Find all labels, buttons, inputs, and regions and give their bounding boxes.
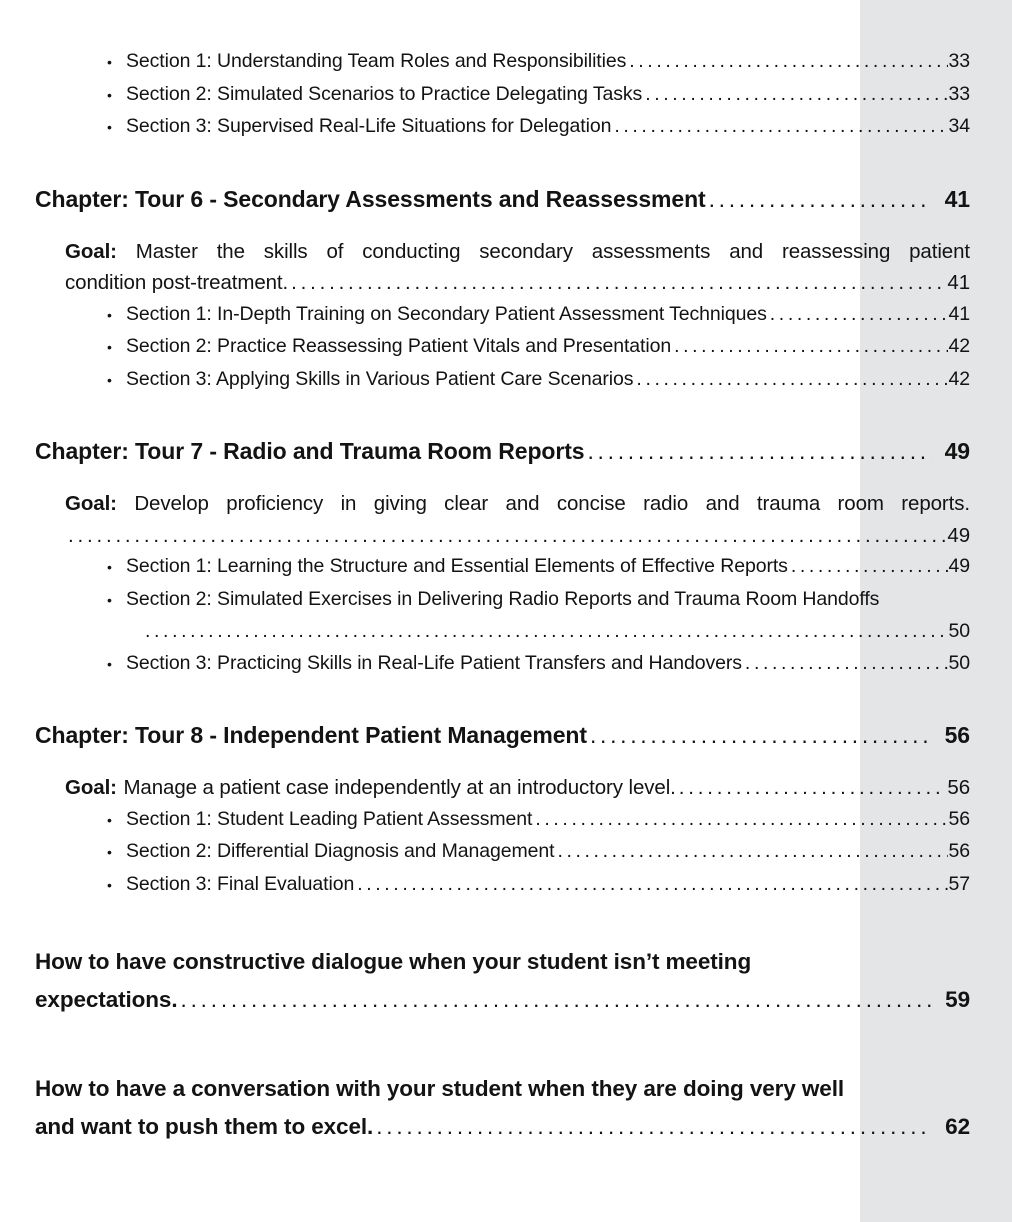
goal-label: Goal: (65, 776, 117, 799)
entry-text: Section 3: Final Evaluation (126, 872, 355, 895)
toc-topic-heading (35, 1070, 970, 1108)
bullet-icon: • (107, 371, 112, 388)
toc-section-entry (35, 584, 970, 617)
entry-text: How to have constructive dialogue when your student isn’t meeting (35, 949, 752, 974)
dot-leader (145, 616, 948, 648)
entry-text: Section 2: Differential Diagnosis and Management (126, 840, 555, 862)
page-number: 62 (945, 1114, 970, 1139)
bullet-icon: • (107, 86, 112, 103)
dot-leader (557, 836, 947, 868)
bullet-icon: • (107, 306, 112, 323)
dot-leader (614, 111, 947, 143)
goal-label: Goal: (65, 492, 117, 515)
entry-text: Section 1: Understanding Team Roles and Responsibilities (126, 50, 627, 72)
entry-text: Chapter: Tour 7 - Radio and Trauma Room Reports (35, 438, 585, 464)
toc-section-continuation (35, 616, 970, 648)
toc-section-entry (35, 364, 970, 397)
entry-text: Section 2: Simulated Scenarios to Practice Delegating Tasks (126, 82, 643, 105)
entry-text: How to have a conversation with your student when they are doing very well (35, 1076, 845, 1101)
bullet-icon: • (107, 339, 112, 355)
toc-section-entry (35, 299, 970, 332)
toc-section-entry (35, 79, 970, 112)
entry-text: Section 1: Learning the Structure and Essential Elements of Effective Reports (126, 555, 788, 577)
toc-section-entry (35, 869, 970, 902)
toc-section-entry (35, 836, 970, 869)
toc-section-entry (35, 648, 970, 681)
page-number: 41 (947, 271, 970, 294)
toc-section-entry (35, 111, 970, 144)
page-number: 41 (948, 302, 970, 325)
page-number: 59 (945, 987, 970, 1012)
page-number: 56 (947, 776, 970, 799)
toc-section-entry (35, 551, 970, 584)
dot-leader (181, 981, 933, 1019)
bullet-icon: • (107, 876, 112, 893)
page-number: 49 (947, 523, 970, 547)
page-number: 33 (948, 82, 970, 105)
toc-goal-entry (35, 772, 970, 804)
dot-leader (357, 869, 947, 901)
entry-text: Section 1: In-Depth Training on Secondary Patient Assessment Techniques (126, 302, 767, 325)
dot-leader (645, 79, 947, 111)
dot-leader (68, 520, 946, 552)
toc-topic-heading-continuation (35, 981, 970, 1019)
toc-goal-entry (35, 236, 970, 268)
entry-text: condition post-treatment. (65, 271, 289, 294)
dot-leader (679, 772, 947, 804)
page-number: 34 (948, 115, 970, 137)
toc-topic-heading (35, 943, 970, 981)
toc-section-entry (35, 331, 970, 364)
dot-leader (376, 1108, 932, 1146)
entry-text: Chapter: Tour 8 - Independent Patient Management (35, 722, 587, 748)
entry-text: Section 2: Practice Reassessing Patient Vitals and Presentation (126, 335, 672, 357)
dot-leader (791, 551, 948, 583)
bullet-icon: • (107, 844, 112, 860)
bullet-icon: • (107, 591, 112, 608)
goal-label: Goal: (65, 239, 117, 263)
dot-leader (636, 364, 947, 396)
toc-section-entry (35, 46, 970, 79)
entry-text: Master the skills of conducting secondary assessments and reassessing patient (135, 239, 970, 263)
toc-goal-entry (35, 488, 970, 520)
entry-text: Section 3: Practicing Skills in Real-Life Patient Transfers and Handovers (126, 651, 742, 674)
dot-leader (745, 648, 948, 680)
entry-text: Section 3: Applying Skills in Various Patient Care Scenarios (126, 367, 634, 390)
bullet-icon: • (107, 54, 112, 70)
entry-text: and want to push them to excel. (35, 1114, 374, 1139)
page-number: 33 (948, 50, 970, 72)
bullet-icon: • (107, 811, 112, 828)
page-number: 57 (948, 872, 970, 895)
toc-goal-continuation (35, 267, 970, 299)
dot-leader (590, 719, 932, 752)
page-number: 49 (948, 555, 970, 577)
page-number: 42 (948, 367, 970, 390)
dot-leader (291, 267, 946, 299)
entry-text: Section 2: Simulated Exercises in Delivering Radio Reports and Trauma Room Handoffs (126, 587, 880, 610)
entry-text: Develop proficiency in giving clear and concise radio and trauma room reports. (134, 492, 970, 515)
toc-section-entry (35, 804, 970, 837)
dot-leader (674, 331, 947, 363)
page-number: 56 (948, 807, 970, 830)
entry-text: Section 1: Student Leading Patient Assessment (126, 807, 533, 830)
entry-text: Chapter: Tour 6 - Secondary Assessments and Reassessment (35, 185, 706, 212)
dot-leader (709, 183, 932, 216)
page-number: 49 (944, 438, 970, 464)
dot-leader (587, 435, 931, 468)
page-number: 50 (948, 620, 970, 642)
toc-goal-continuation (35, 520, 970, 552)
page-number: 42 (948, 335, 970, 357)
page-number: 41 (944, 185, 970, 212)
dot-leader (535, 804, 947, 836)
entry-text: Section 3: Supervised Real-Life Situations for Delegation (126, 115, 612, 137)
page-number: 50 (948, 651, 970, 674)
bullet-icon: • (107, 119, 112, 135)
toc-chapter-entry (35, 719, 970, 752)
page-number: 56 (944, 722, 970, 748)
dot-leader (770, 299, 948, 331)
toc-chapter-entry (35, 183, 970, 216)
toc-chapter-entry (35, 435, 970, 468)
entry-text: Manage a patient case independently at an introductory level. (123, 776, 676, 799)
page-number: 56 (948, 840, 970, 862)
dot-leader (629, 46, 947, 78)
toc-topic-heading-continuation (35, 1108, 970, 1146)
bullet-icon: • (107, 655, 112, 672)
entry-text: expectations. (35, 987, 178, 1012)
bullet-icon: • (107, 559, 112, 575)
